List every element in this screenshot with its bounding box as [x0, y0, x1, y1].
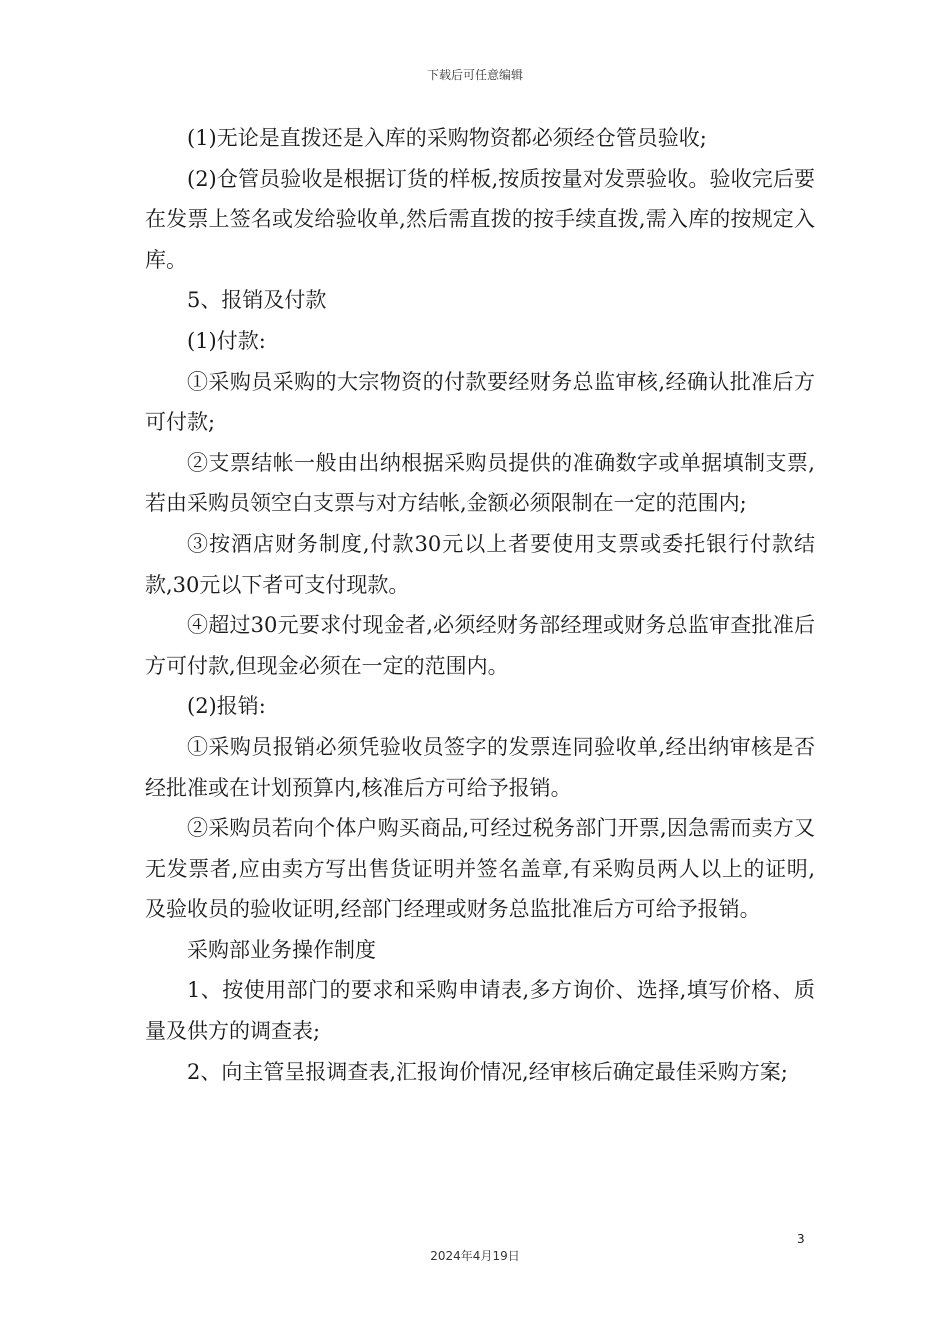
page-header: 下载后可任意编辑 [426, 68, 523, 82]
section-heading: 采购部业务操作制度 [187, 937, 376, 962]
paragraph: ③按酒店财务制度,付款30元以上者要使用支票或委托银行付款结款,30元以下者可支付现款。 [145, 531, 815, 597]
paragraph: ①采购员报销必须凭验收员签字的发票连同验收单,经出纳审核是否经批准或在计划预算内,核准后方可给予报销。 [145, 734, 815, 800]
page-footer-date: 2024年4月19日 [430, 1249, 520, 1263]
page-number: 3 [797, 1232, 805, 1246]
paragraph: (1)无论是直拨还是入库的采购物资都必须经仓管员验收; [187, 126, 707, 150]
paragraph: 5、报销及付款 [187, 288, 327, 313]
document-body [145, 118, 815, 1092]
paragraph: (1)付款: [187, 328, 266, 353]
paragraph: ②支票结帐一般由出纳根据采购员提供的准确数字或单据填制支票,若由采购员领空白支票与对方结帐,金额必须限制在一定的范围内; [145, 450, 815, 516]
paragraph: 1、按使用部门的要求和采购申请表,多方询价、选择,填写价格、质量及供方的调查表; [145, 978, 815, 1044]
paragraph: ④超过30元要求付现金者,必须经财务部经理或财务总监审查批准后方可付款,但现金必须在一定的范围内。 [145, 613, 815, 678]
paragraph: 2、向主管呈报调查表,汇报询价情况,经审核后确定最佳采购方案; [187, 1059, 788, 1084]
paragraph: ①采购员采购的大宗物资的付款要经财务总监审核,经确认批准后方可付款; [145, 369, 815, 435]
paragraph: (2)报销: [187, 694, 266, 719]
paragraph: (2)仓管员验收是根据订货的样板,按质按量对发票验收。验收完后要在发票上签名或发给验收单,然后需直拨的按手续直拨,需入库的按规定入库。 [145, 166, 815, 272]
paragraph: ②采购员若向个体户购买商品,可经过税务部门开票,因急需而卖方又无发票者,应由卖方写出售货证明并签名盖章,有采购员两人以上的证明,及验收员的验收证明,经部门经理或财务总监批准后方可给予报销。 [145, 816, 815, 922]
